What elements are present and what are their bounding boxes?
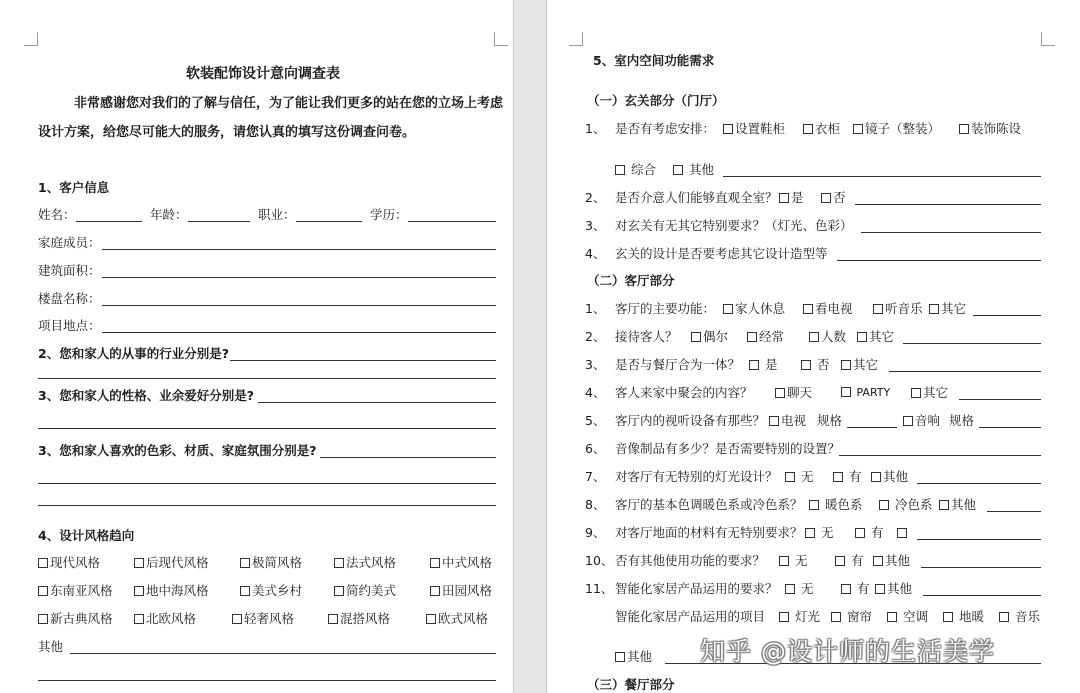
crop-mark [494,32,508,46]
question-number: 1、 [585,301,606,316]
living-guests-field[interactable] [903,343,1041,344]
living-question-smart-home: 智能化家居产品运用的要求？ [615,581,778,596]
style-option[interactable]: 田园风格 [430,583,492,599]
checkbox-icon [803,304,813,314]
living-option[interactable]: 电视 [769,413,806,429]
checkbox-icon [673,165,683,175]
checkbox-icon [911,388,921,398]
checkbox-icon [841,360,851,370]
entrance-requirements-field[interactable] [861,232,1041,233]
question-number: 5、 [585,413,606,428]
checkbox-icon [723,304,733,314]
colors-field-3[interactable] [38,505,496,506]
tv-spec-label: 规格 [817,413,843,428]
living-option[interactable]: 有 [833,469,862,485]
age-field[interactable] [188,221,250,222]
subsection-entrance: （一）玄关部分（门厅） [587,93,725,108]
smart-option[interactable]: 其他 [615,649,652,665]
smart-option[interactable]: 窗帘 [831,609,872,625]
checkbox-icon [873,304,883,314]
entrance-question-design: 玄关的设计是否要考虑其它设计造型等 [615,246,828,261]
style-option[interactable]: 简约美式 [334,583,396,599]
living-option[interactable]: 是 [749,357,778,373]
checkbox-icon [855,528,865,538]
living-question-guests: 接待客人？ [615,329,678,344]
checkbox-icon [853,124,863,134]
entrance-question-arrange: 是否有考虑安排： [615,121,716,136]
checkbox-icon [809,332,819,342]
living-function-field[interactable] [973,315,1041,316]
checkbox-icon [749,360,759,370]
section-heading-client-info: 1、客户信息 [38,180,110,195]
right-page [546,0,1080,693]
checkbox-icon [240,558,250,568]
entrance-option[interactable]: 装饰陈设 [959,121,1021,137]
question-number: 1、 [585,121,606,136]
checkbox-icon [38,614,48,624]
living-lighting-field[interactable] [917,483,1041,484]
living-option[interactable]: 看电视 [803,301,853,317]
checkbox-icon [747,332,757,342]
question-number: 6、 [585,441,606,456]
question-number: 4、 [585,385,606,400]
industry-field[interactable] [230,360,496,361]
entrance-option[interactable]: 设置鞋柜 [723,121,785,137]
checkbox-icon [38,558,48,568]
style-option[interactable]: 北欧风格 [134,611,196,627]
intro-line-1: 非常感谢您对我们的了解与信任，为了能让我们更多的站在您的立场上考虑 [74,96,504,111]
living-question-av: 客厅内的视听设备有那些？ [615,413,766,428]
other-style-field[interactable] [70,653,496,654]
checkbox-icon [785,472,795,482]
smart-home-items-label: 智能化家居产品运用的项目 [615,609,766,624]
name-label: 姓名： [38,207,76,222]
entrance-option[interactable]: 镜子（整装） [853,121,940,137]
style-option[interactable]: 地中海风格 [134,583,209,599]
style-option[interactable]: 中式风格 [430,555,492,571]
living-question-function: 客厅的主要功能： [615,301,716,316]
other-label: 其他 [38,639,64,654]
living-option[interactable]: 暖色系 [809,497,863,513]
checkbox-icon [857,332,867,342]
checkbox-icon [775,388,785,398]
entrance-option[interactable]: 综合 [615,162,656,178]
crop-mark [569,32,583,46]
checkbox-icon [821,193,831,203]
question-number: 2、 [585,190,606,205]
living-other-use-field[interactable] [921,567,1041,568]
checkbox-icon [615,165,625,175]
education-field[interactable] [408,221,496,222]
colors-field[interactable] [320,457,496,458]
living-option[interactable]: 冷色系 [879,497,933,513]
style-option[interactable]: 东南亚风格 [38,583,113,599]
subsection-living-room: （二）客厅部分 [587,273,675,288]
checkbox-icon [801,360,811,370]
other-style-field-2[interactable] [38,680,496,681]
checkbox-icon [887,612,897,622]
living-option[interactable]: 其他 [875,581,912,597]
style-option[interactable]: 极简风格 [240,555,302,571]
checkbox-icon [841,584,851,594]
crop-mark [1041,32,1055,46]
checkbox-icon [134,586,144,596]
checkbox-icon [779,193,789,203]
living-question-party: 客人来家中聚会的内容？ [615,385,753,400]
area-field[interactable] [102,277,496,278]
checkbox-icon [939,500,949,510]
question-number: 8、 [585,497,606,512]
living-option[interactable]: 其它 [929,301,966,317]
watermark: 知乎 @设计师的生活美学 [700,637,995,666]
living-option[interactable]: 其他 [873,553,910,569]
age-label: 年龄： [150,207,188,222]
checkbox-icon [871,472,881,482]
living-option[interactable]: 经常 [747,329,784,345]
checkbox-icon [615,652,625,662]
area-label: 建筑面积： [38,263,101,278]
living-option[interactable]: 其它 [857,329,894,345]
speaker-spec-label: 规格 [949,413,975,428]
personality-field[interactable] [258,402,496,403]
checkbox-icon [779,612,789,622]
checkbox-icon [875,584,885,594]
living-option[interactable]: 听音乐 [873,301,923,317]
checkbox-icon [809,500,819,510]
checkbox-icon [328,614,338,624]
tv-spec-field[interactable] [847,427,897,428]
living-option[interactable]: 音响 [903,413,940,429]
living-option[interactable]: PARTY [841,385,890,401]
checkbox-icon [929,304,939,314]
living-option[interactable]: 有 [841,581,870,597]
checkbox-icon [999,612,1009,622]
entrance-option[interactable]: 其他 [673,162,714,178]
living-option[interactable]: 无 [779,553,808,569]
living-option[interactable]: 偶尔 [691,329,728,345]
style-option[interactable]: 轻奢风格 [232,611,294,627]
living-tone-field[interactable] [987,511,1041,512]
family-field[interactable] [102,249,496,250]
living-option[interactable]: 有 [855,525,884,541]
entrance-design-field[interactable] [837,260,1041,261]
checkbox-icon [833,472,843,482]
education-label: 学历： [370,207,408,222]
question-number: 2、 [585,329,606,344]
question-number: 4、 [585,246,606,261]
living-option[interactable]: 无 [785,469,814,485]
living-floor-field[interactable] [917,539,1041,540]
question-number: 9、 [585,525,606,540]
entrance-view-field[interactable] [855,204,1041,205]
smart-option[interactable]: 地暖 [943,609,984,625]
question-number: 7、 [585,469,606,484]
checkbox-icon [897,528,907,538]
checkbox-icon [426,614,436,624]
living-question-lighting: 对客厅有无特别的灯光设计？ [615,469,778,484]
section-heading-style: 4、设计风格趋向 [38,528,135,543]
living-option[interactable]: 其它 [841,357,878,373]
checkbox-icon [430,586,440,596]
checkbox-icon [38,586,48,596]
living-smart-home-field[interactable] [923,595,1041,596]
style-option[interactable]: 法式风格 [334,555,396,571]
living-option[interactable]: 家人休息 [723,301,785,317]
entrance-option[interactable]: 是 [779,190,804,206]
checkbox-icon [835,556,845,566]
page-title: 软装配饰设计意向调查表 [186,66,340,82]
building-field[interactable] [102,305,496,306]
checkbox-icon [805,528,815,538]
entrance-option[interactable]: 衣柜 [803,121,840,137]
living-dining-field[interactable] [889,371,1041,372]
question-number: 11、 [585,581,614,596]
checkbox-icon [841,387,851,397]
entrance-other-field[interactable] [723,176,1041,177]
personality-field-2[interactable] [38,428,496,429]
checkbox-icon [334,558,344,568]
section-heading-space: 5、室内空间功能需求 [593,53,715,68]
living-question-tone: 客厅的基本色调暖色系或冷色系？ [615,497,803,512]
job-field[interactable] [296,221,362,222]
location-label: 项目地点： [38,318,101,333]
question-number: 3、 [585,357,606,372]
checkbox-icon [430,558,440,568]
style-option[interactable]: 混搭风格 [328,611,390,627]
crop-mark [24,32,38,46]
living-option[interactable]: 否 [801,357,830,373]
industry-field-2[interactable] [38,378,496,379]
entrance-question-view: 是否介意人们能够直观全室？ [615,190,778,205]
checkbox-icon [769,416,779,426]
style-option[interactable]: 后现代风格 [134,555,209,571]
living-option[interactable]: 有 [835,553,864,569]
living-option[interactable]: 人数 [809,329,846,345]
question-colors: 3、您和家人喜欢的色彩、材质、家庭氛围分别是? [38,443,317,458]
living-media-field[interactable] [839,455,1041,456]
living-option[interactable]: 其它 [911,385,948,401]
smart-option[interactable]: 灯光 [779,609,820,625]
style-option[interactable]: 欧式风格 [426,611,488,627]
living-question-floor: 对客厅地面的材料有无特别要求？ [615,525,803,540]
checkbox-icon [943,612,953,622]
living-option[interactable]: 无 [805,525,834,541]
checkbox-icon [723,124,733,134]
location-field[interactable] [102,332,496,333]
living-option[interactable] [897,525,909,541]
intro-line-2: 设计方案，给您尽可能大的服务，请您认真的填写这份调查问卷。 [38,125,416,140]
checkbox-icon [334,586,344,596]
checkbox-icon [134,614,144,624]
checkbox-icon [779,556,789,566]
speaker-spec-field[interactable] [979,427,1041,428]
question-personality: 3、您和家人的性格、业余爱好分别是? [38,388,254,403]
checkbox-icon [803,124,813,134]
checkbox-icon [240,586,250,596]
style-option[interactable]: 新古典风格 [38,611,113,627]
job-label: 职业： [258,207,296,222]
colors-field-2[interactable] [38,483,496,484]
living-option[interactable]: 其他 [871,469,908,485]
building-label: 楼盘名称： [38,291,101,306]
entrance-question-requirements: 对玄关有无其它特别要求？（灯光、色彩） [615,218,853,233]
smart-option[interactable]: 音乐 [999,609,1040,625]
living-option[interactable]: 其他 [939,497,976,513]
entrance-option[interactable]: 否 [821,190,846,206]
checkbox-icon [691,332,701,342]
style-option[interactable]: 现代风格 [38,555,100,571]
living-question-other-use: 否有其他使用功能的要求？ [615,553,766,568]
checkbox-icon [879,500,889,510]
style-option[interactable]: 美式乡村 [240,583,302,599]
checkbox-icon [831,612,841,622]
checkbox-icon [232,614,242,624]
checkbox-icon [785,584,795,594]
living-question-media: 音像制品有多少？是否需要特别的设置？ [615,441,841,456]
question-industry: 2、您和家人的从事的行业分别是? [38,346,229,361]
question-number: 10、 [585,553,614,568]
subsection-dining: （三）餐厅部分 [587,677,675,692]
name-field[interactable] [76,221,142,222]
left-page [0,0,514,693]
living-party-field[interactable] [959,399,1041,400]
living-question-dining: 是否与餐厅合为一体？ [615,357,741,372]
living-option[interactable]: 聊天 [775,385,812,401]
checkbox-icon [903,416,913,426]
checkbox-icon [134,558,144,568]
question-number: 3、 [585,218,606,233]
smart-option[interactable]: 空调 [887,609,928,625]
checkbox-icon [959,124,969,134]
living-option[interactable]: 无 [785,581,814,597]
checkbox-icon [873,556,883,566]
family-label: 家庭成员： [38,235,101,250]
